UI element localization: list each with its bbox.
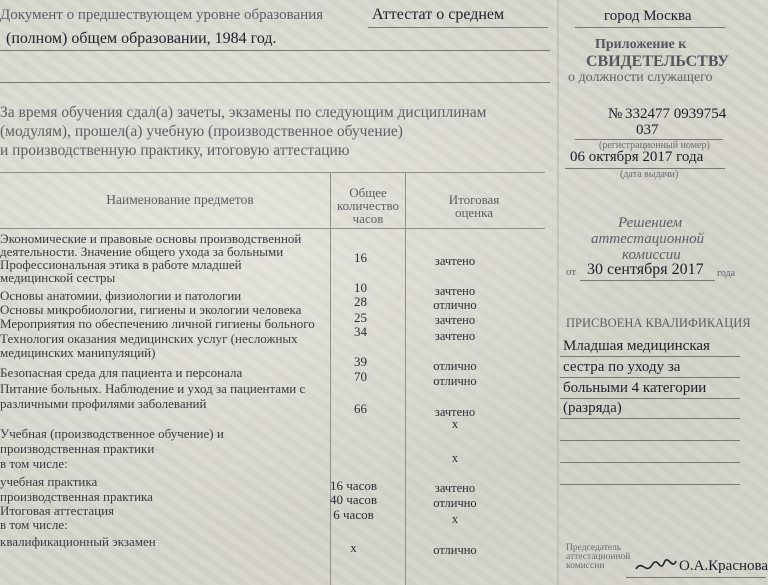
hours-cell: 6 часов <box>333 507 374 522</box>
certificate-number: 332477 0939754 <box>625 106 727 122</box>
chair-name: О.А.Краснова <box>679 558 768 574</box>
table-header-border <box>0 228 545 229</box>
fill-line <box>560 356 740 357</box>
subject-line: Профессиональная этика в работе младшей <box>0 257 242 272</box>
qualification-line: сестра по уходу за <box>563 359 681 375</box>
qualification-label: ПРИСВОЕНА КВАЛИФИКАЦИЯ <box>566 316 751 330</box>
header-grade-line: оценка <box>454 205 494 220</box>
grade-cell: зачтено <box>434 329 476 343</box>
fill-line <box>560 440 740 441</box>
qualification-line: больными 4 категории <box>563 380 707 396</box>
fill-line <box>575 27 725 28</box>
subject-line: Безопасная среда для пациента и персонала <box>0 365 243 380</box>
year-label: года <box>717 268 736 279</box>
subject-line: медицинской сестры <box>0 270 116 285</box>
chair-label-line: аттестационной <box>566 552 631 562</box>
subject-line: в том числе: <box>0 456 68 471</box>
study-paragraph-line-3: и производственную практику, итоговую аттестацию <box>0 142 350 159</box>
grade-cell: зачтено <box>434 254 476 268</box>
registration-number: 037 <box>636 122 659 138</box>
qualification-line: Младшая медицинская <box>563 338 710 354</box>
table-top-border <box>0 172 545 173</box>
subject-line: Основы анатомии, физиологии и патологии <box>0 288 242 303</box>
chair-label-line: Председатель <box>566 543 622 553</box>
fill-line <box>580 280 715 281</box>
header-hours-line: Общее <box>349 185 387 200</box>
prior-education-label: Документ о предшествующем уровне образования <box>0 7 324 23</box>
supplement-to: Приложение к <box>595 37 687 52</box>
certificate-title: СВИДЕТЕЛЬСТВУ <box>586 53 729 70</box>
fill-line <box>560 484 740 485</box>
grade-cell: зачтено <box>434 284 476 298</box>
grade-cell: отлично <box>433 374 477 388</box>
hours-cell: 70 <box>354 369 367 384</box>
header-grade-line: Итоговая <box>448 192 500 207</box>
fill-line <box>560 377 740 378</box>
fill-line <box>560 398 740 399</box>
grade-cell: отлично <box>433 496 477 510</box>
fill-line <box>626 577 766 578</box>
grade-cell: отлично <box>433 359 477 373</box>
header-grade <box>410 193 538 219</box>
decision-date: 30 сентября 2017 <box>587 261 704 278</box>
subject-line: Питание больных. Наблюдение и уход за пациентами с <box>0 381 306 396</box>
decision-line-1: Решением <box>618 215 683 231</box>
qualification-line: (разряда) <box>563 400 622 416</box>
subject-line: учебная практика <box>0 474 98 489</box>
fill-line <box>560 418 740 419</box>
signature-mark <box>634 555 678 577</box>
chair-label <box>566 544 630 571</box>
fill-line <box>0 82 550 83</box>
grade-cell: зачтено <box>434 481 476 495</box>
number-prefix: № <box>608 106 623 122</box>
prior-education-value-1: Аттестат о среднем <box>372 6 505 23</box>
subject-line: в том числе: <box>0 517 68 532</box>
subject-line: квалификационный экзамен <box>0 534 156 549</box>
header-hours <box>332 186 404 225</box>
grade-cell: отлично <box>433 298 477 312</box>
hours-cell: 40 часов <box>330 492 377 507</box>
subject-line: медицинских манипуляций) <box>0 345 156 360</box>
fill-line <box>560 462 740 463</box>
subject-line: Итоговая аттестация <box>0 503 115 518</box>
header-subject: Наименование предметов <box>106 192 254 207</box>
header-hours-line: количество <box>336 198 400 213</box>
decision-line-2: аттестационной <box>591 231 705 247</box>
city: город Москва <box>604 8 692 24</box>
subject-line: Учебная (производственное обучение) и <box>0 426 224 441</box>
subject-line: Мероприятия по обеспечению личной гигиены больного <box>0 316 315 331</box>
reg-caption: (регистрационный номер) <box>599 140 710 151</box>
decision-line-3: комиссии <box>622 247 681 263</box>
hours-cell: 34 <box>354 324 367 339</box>
grade-cell: отлично <box>433 543 477 557</box>
column-divider <box>557 0 559 585</box>
hours-cell: 25 <box>354 310 367 325</box>
grade-cell: x <box>451 451 459 465</box>
chair-label-line: комиссии <box>566 561 605 571</box>
subject-line: Технология оказания медицинских услуг (несложных <box>0 331 298 346</box>
subject-line: Экономические и правовые основы производственной <box>0 231 302 246</box>
study-paragraph-line-1: За время обучения сдал(а) зачеты, экзамены по следующим дисциплинам <box>0 104 487 121</box>
grade-cell: зачтено <box>434 405 476 419</box>
subject-line: производственная практики <box>0 441 155 456</box>
hours-cell: 10 <box>354 280 367 295</box>
grade-cell: x <box>451 417 459 431</box>
fill-line <box>368 27 548 28</box>
subject-line: Основы микробиологии, гигиены и экологии человека <box>0 302 302 317</box>
hours-cell: x <box>350 540 357 555</box>
header-hours-line: часов <box>352 211 384 226</box>
grade-cell: зачтено <box>434 313 476 327</box>
position-caption: о должности служащего <box>568 70 713 85</box>
study-paragraph-line-2: (модулям), прошел(а) учебную (производственное обучение) <box>0 123 403 140</box>
subject-line: различными профилями заболеваний <box>0 396 207 411</box>
hours-cell: 16 часов <box>330 478 377 493</box>
issue-caption: (дата выдачи) <box>620 169 679 180</box>
hours-cell: 28 <box>354 294 367 309</box>
fill-line <box>0 50 550 51</box>
hours-cell: 16 <box>354 250 367 265</box>
subject-line: производственная практика <box>0 489 153 504</box>
prior-education-value-2: (полном) общем образовании, 1984 год. <box>6 30 277 47</box>
hours-cell: 66 <box>354 401 367 416</box>
subject-line: деятельности. Значение общего ухода за больными <box>0 244 284 259</box>
grade-cell: x <box>451 512 459 526</box>
hours-cell: 39 <box>354 354 367 369</box>
issue-date: 06 октября 2017 года <box>570 149 704 165</box>
from-label: от <box>566 266 577 278</box>
